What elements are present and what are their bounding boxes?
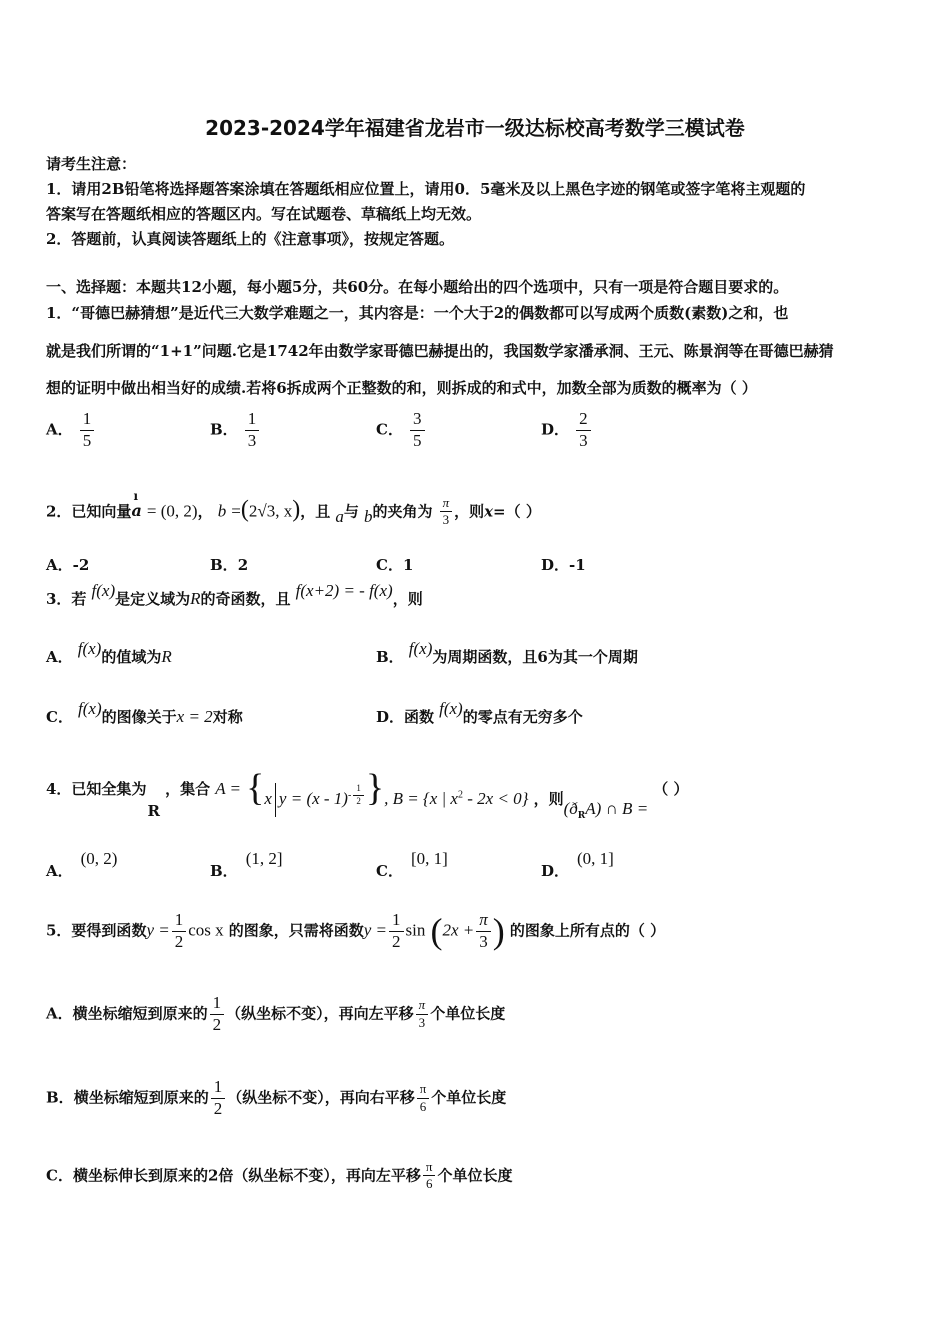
notice-line-1: 1．请用2B铅笔将选择题答案涂填在答题纸相应位置上，请用0．5毫米及以上黑色字迹的钢笔或签字笔将主观题的 — [46, 180, 806, 198]
q1-option-c[interactable] — [376, 410, 427, 450]
q1-line-3: 想的证明中做出相当好的成绩.若将6拆成两个正整数的和，则拆成的和式中，加数全部为质数的概率为（ ） — [46, 379, 757, 397]
fraction: $\frac{\pi}{6}$ — [423, 1160, 436, 1192]
fraction: $\frac{\pi}{3}$ — [416, 998, 429, 1030]
fraction: $\frac{1}{3}$ — [245, 410, 260, 450]
q2-option-c[interactable]: C．1 — [376, 556, 414, 574]
notice-heading: 请考生注意： — [46, 155, 137, 173]
fraction: $\frac{3}{5}$ — [410, 410, 425, 450]
q1-option-b[interactable] — [210, 410, 261, 450]
q2-option-d[interactable]: D．-1 — [541, 556, 586, 574]
q5-option-b[interactable]: B．横坐标缩短到原来的 $\frac{1}{2}$ （纵坐标不变），再向右平移 $\frac{\pi}{6}$ 个单位长度 — [46, 1077, 507, 1118]
notice-line-2: 答案写在答题纸相应的答题区内。写在试题卷、草稿纸上均无效。 — [46, 205, 482, 223]
q5-option-c[interactable]: C．横坐标伸长到原来的2倍（纵坐标不变），再向左平移 $\frac{\pi}{6}$ 个单位长度 — [46, 1159, 513, 1192]
q5-stem: 5．要得到函数y = $\frac{1}{2}$ cos x 的图象，只需将函数y = $\frac{1}{2}$ sin (2x + $\frac{\pi}{3}$ ) 的图象上所有点的（ ） — [46, 909, 666, 951]
q4-option-d[interactable]: D．(0, 1] — [541, 849, 614, 880]
q1-line-2: 就是我们所谓的“1+1”问题.它是1742年由数学家哥德巴赫提出的，我国数学家潘承洞、王元、陈景润等在哥德巴赫猜 — [46, 342, 834, 360]
page-title: 2023-2024学年福建省龙岩市一级达标校高考数学三模试卷 — [205, 116, 745, 140]
q4-stem: 4．已知全集为 R ，集合 A = {x y = (x - 1)$^{- \frac{1}{2}}$ }, B = {x | $x^2 - 2x < 0$} ，则$(ð_RA)$ ∩ B = （ ） — [46, 767, 689, 822]
q2-option-a[interactable]: A．-2 — [46, 556, 90, 574]
q3-stem: 3．若 f(x)是定义域为R的奇函数，且 f(x+2) = - f(x)，则 — [46, 581, 423, 608]
fraction: $\frac{1}{2}$ — [211, 1078, 226, 1118]
q1-line-1: 1．“哥德巴赫猜想”是近代三大数学难题之一，其内容是：一个大于2的偶数都可以写成两个质数(素数)之和，也 — [46, 304, 789, 322]
q4-option-b[interactable]: B．(1, 2] — [210, 849, 283, 880]
fraction: $\frac{1}{2}$ — [389, 911, 404, 951]
option-label: A． — [46, 420, 73, 439]
q4-option-a[interactable]: A．(0, 2) — [46, 849, 118, 880]
q1-option-a[interactable] — [46, 410, 96, 450]
option-label: C． — [376, 420, 403, 439]
section-heading: 一、选择题：本题共12小题，每小题5分，共60分。在每小题给出的四个选项中，只有一项是符合题目要求的。 — [46, 278, 789, 296]
q2-stem: 2．已知向量 ı a = (0, 2)， b =(2√3, x)，且 a与 b的夹角为 $\frac{\pi}{3}$ ，则x=（ ） — [46, 489, 541, 528]
q3-option-d[interactable]: D．函数 f(x)的零点有无穷多个 — [376, 699, 583, 726]
fraction: $\frac{1}{2}$ — [210, 994, 225, 1034]
q3-option-a[interactable]: A． f(x)的值域为R — [46, 639, 172, 666]
notice-line-3: 2．答题前，认真阅读答题纸上的《注意事项》，按规定答题。 — [46, 230, 454, 248]
q3-option-c[interactable]: C． f(x)的图像关于x = 2对称 — [46, 699, 243, 726]
fraction: $\frac{\pi}{6}$ — [417, 1082, 430, 1114]
fraction: $\frac{1}{2}$ — [172, 911, 187, 951]
option-label: D． — [541, 420, 570, 439]
fraction: $\frac{2}{3}$ — [576, 410, 591, 450]
q5-option-a[interactable]: A．横坐标缩短到原来的 $\frac{1}{2}$ （纵坐标不变），再向左平移 $\frac{\pi}{3}$ 个单位长度 — [46, 993, 506, 1034]
q1-option-d[interactable] — [541, 410, 593, 450]
q2-option-b[interactable]: B．2 — [210, 556, 249, 574]
q4-option-c[interactable]: C．[0, 1] — [376, 849, 448, 880]
fraction: $\frac{\pi}{3}$ — [440, 496, 453, 528]
fraction: $\frac{\pi}{3}$ — [476, 911, 491, 951]
fraction: $\frac{1}{2}$ — [353, 784, 364, 807]
option-label: B． — [210, 420, 238, 439]
fraction: $\frac{1}{5}$ — [80, 410, 95, 450]
q3-option-b[interactable]: B． f(x)为周期函数，且6为其一个周期 — [376, 639, 638, 666]
